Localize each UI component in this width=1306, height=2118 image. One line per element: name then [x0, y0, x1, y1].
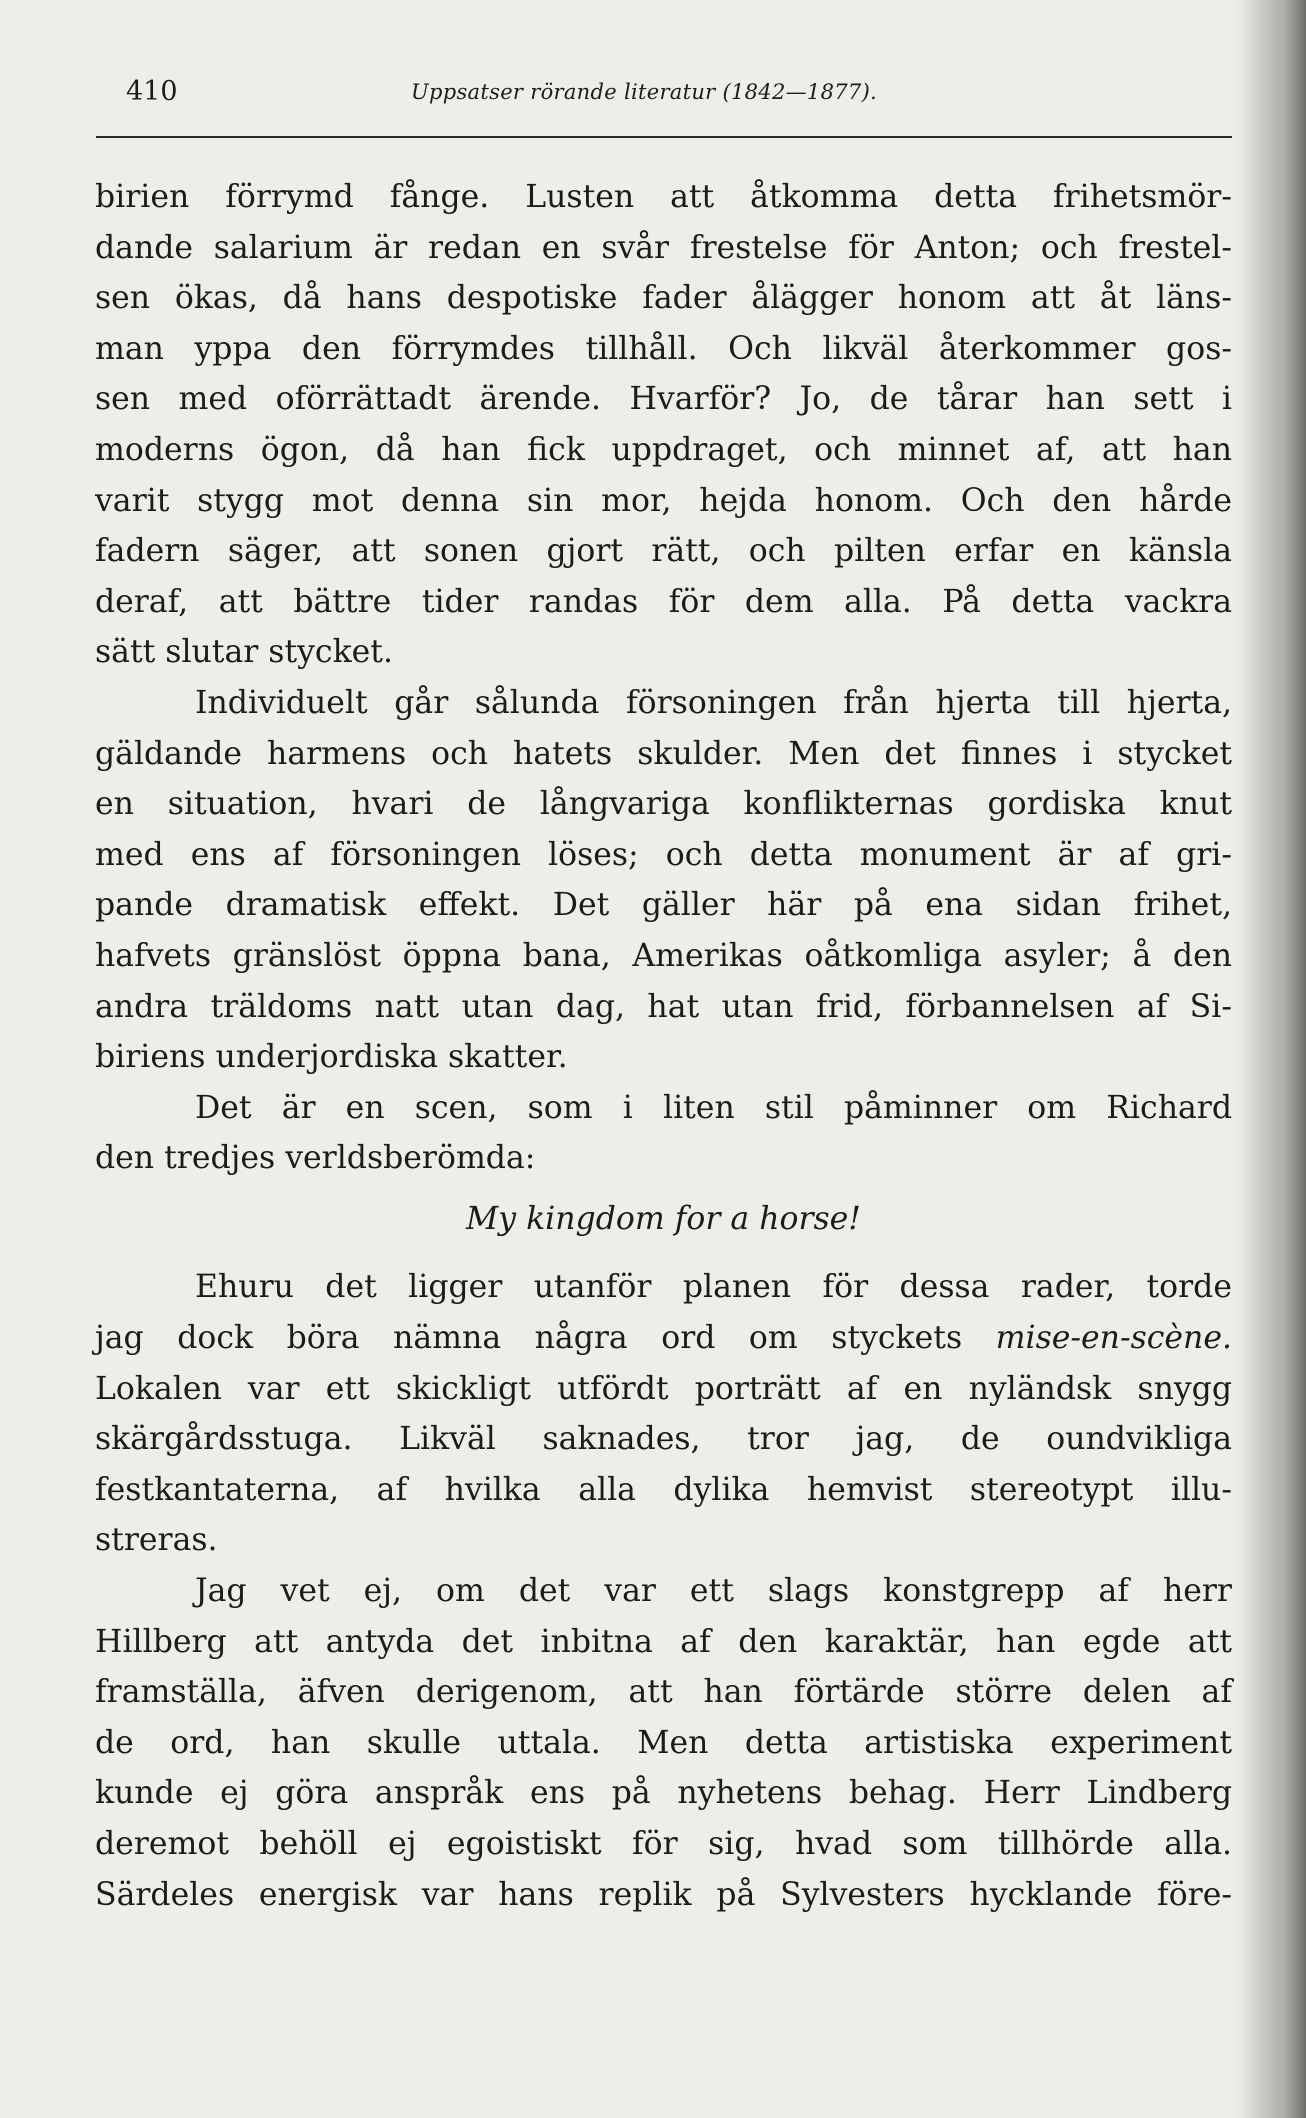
text-line: varit stygg mot denna sin mor, hejda honom. Och den hårde	[95, 482, 1232, 519]
text-line: sätt slutar stycket.	[95, 634, 393, 671]
text-line: en situation, hvari de långvariga konflikternas gordiska knut	[95, 786, 1232, 823]
text-line: skärgårdsstuga. Likväl saknades, tror jag, de oundvikliga	[95, 1421, 1232, 1458]
paragraph-start: Jag vet ej, om det var ett slags konstgrepp af herr	[195, 1573, 1232, 1610]
text-line: de ord, han skulle uttala. Men detta artistiska experiment	[95, 1724, 1232, 1761]
text-line: Lokalen var ett skickligt utfördt porträtt af en nyländsk snygg	[95, 1370, 1232, 1407]
italic-term: mise-en-scène.	[995, 1320, 1232, 1357]
text-line: Särdeles energisk var hans replik på Sylvesters hycklande före-	[95, 1876, 1232, 1913]
text-line: biriens underjordiska skatter.	[95, 1039, 568, 1076]
text-line: fadern säger, att sonen gjort rätt, och pilten erfar en känsla	[95, 533, 1232, 570]
text-line: den tredjes verldsberömda:	[95, 1140, 536, 1177]
header-rule	[96, 136, 1232, 138]
text-line: med ens af försoningen löses; och detta monument är af gri-	[95, 836, 1232, 873]
text-line: hafvets gränslöst öppna bana, Amerikas oåtkomliga asyler; å den	[95, 937, 1232, 974]
text-line: deremot behöll ej egoistiskt för sig, hvad som tillhörde alla.	[95, 1826, 1232, 1862]
text-line: deraf, att bättre tider randas för dem alla. På detta vackra	[95, 583, 1232, 620]
paragraph-start: Ehuru det ligger utanför planen för dessa rader, torde	[195, 1269, 1232, 1306]
text-line: moderns ögon, då han fick uppdraget, och minnet af, att han	[95, 431, 1232, 468]
text-line: birien förrymd fånge. Lusten att åtkomma detta frihetsmör-	[95, 179, 1232, 215]
running-title: Uppsatser rörande literatur (1842—1877).	[411, 80, 878, 104]
page-header	[126, 76, 1226, 116]
text-line: pande dramatisk effekt. Det gäller här på ena sidan frihet,	[95, 887, 1232, 924]
text-line: sen ökas, då hans despotiske fader ålägger honom att åt läns-	[95, 280, 1232, 317]
text-line: Hillberg att antyda det inbitna af den karaktär, han egde att	[95, 1623, 1232, 1660]
text-line: festkantaterna, af hvilka alla dylika hemvist stereotypt illu-	[95, 1471, 1232, 1508]
text-line: man yppa den förrymdes tillhåll. Och likväl återkommer gos-	[95, 330, 1232, 367]
page-number: 410	[126, 76, 178, 107]
text-line: sen med oförrättadt ärende. Hvarför? Jo, de tårar han sett i	[95, 381, 1232, 418]
text-line: streras.	[95, 1522, 218, 1559]
page-edge-shadow	[1236, 0, 1306, 2118]
text-line: kunde ej göra anspråk ens på nyhetens behag. Herr Lindberg	[95, 1775, 1232, 1812]
text-line: dande salarium är redan en svår frestelse för Anton; och frestel-	[95, 229, 1232, 266]
text-line-with-italic	[95, 1313, 1232, 1364]
text-line: gäldande harmens och hatets skulder. Men det finnes i stycket	[95, 735, 1232, 772]
body-text	[95, 172, 1232, 1920]
text-fragment: jag dock böra nämna några ord om styckets	[95, 1320, 963, 1357]
paragraph-start: Individuelt går sålunda försoningen från hjerta till hjerta,	[195, 684, 1232, 721]
text-line: andra träldoms natt utan dag, hat utan frid, förbannelsen af Si-	[95, 988, 1232, 1025]
text-line: framställa, äfven derigenom, att han förtärde större delen af	[95, 1674, 1232, 1711]
quotation: My kingdom for a horse!	[466, 1200, 861, 1237]
paragraph-start: Det är en scen, som i liten stil påminner om Richard	[195, 1089, 1232, 1126]
